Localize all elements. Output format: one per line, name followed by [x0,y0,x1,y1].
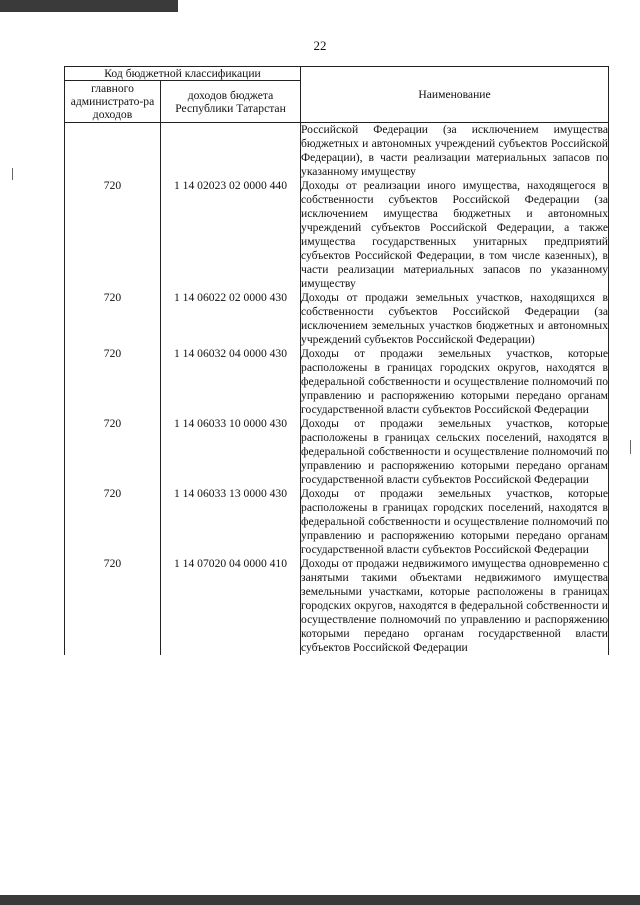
table-row [65,291,609,347]
admin-code [65,123,161,180]
income-name: Доходы от реализации иного имущества, находящегося в собственности субъектов Российской Федерации (за исключением имущества бюджетных и автономных учреждений субъектов Российской Федерации, а также имущества государственных унитарных предприятий субъектов Российской Федерации, в том числе казенных), в части реализации материальных запасов по указанному имуществу [301,179,609,290]
admin-code: 720 [65,557,161,655]
income-code: 1 14 06033 10 0000 430 [161,417,301,487]
admin-code: 720 [65,417,161,487]
income-code: 1 14 06033 13 0000 430 [161,487,301,557]
scan-bottom-bar [0,895,640,905]
scan-mark [12,168,13,180]
income-name: Российской Федерации (за исключением имущества бюджетных и автономных учреждений субъектов Российской Федерации), в части реализации материальных запасов по указанному имуществу [301,123,609,178]
header-name: Наименование [301,67,609,123]
admin-code: 720 [65,179,161,291]
income-code: 1 14 06032 04 0000 430 [161,347,301,417]
admin-code: 720 [65,347,161,417]
scan-top-bar [0,0,178,12]
table-row [65,179,609,291]
header-group-label: Код бюджетной классификации [65,67,301,81]
table-row [65,123,609,180]
income-code: 1 14 06022 02 0000 430 [161,291,301,347]
table-row [65,347,609,417]
table-row [65,557,609,655]
income-name: Доходы от продажи земельных участков, которые расположены в границах городских округов, находятся в федеральной собственности и осуществление полномочий по управлению и распоряжению которыми передано органам государственной власти субъектов Российской Федерации [301,347,609,416]
admin-code: 720 [65,487,161,557]
income-code [161,123,301,180]
scan-mark [630,440,631,454]
income-name: Доходы от продажи недвижимого имущества одновременно с занятыми такими объектами недвижимого имущества земельными участками, которые расположены в границах городских округов, находятся в федеральной собственности и осуществление полномочий по управлению и распоряжению которыми передано органам государственной власти субъектов Российской Федерации [301,557,609,654]
income-code: 1 14 02023 02 0000 440 [161,179,301,291]
income-name: Доходы от продажи земельных участков, которые расположены в границах сельских поселений, находятся в федеральной собственности и осуществление полномочий по управлению и распоряжению которыми передано органам государственной власти субъектов Российской Федерации [301,417,609,486]
admin-code: 720 [65,291,161,347]
income-code: 1 14 07020 04 0000 410 [161,557,301,655]
income-name: Доходы от продажи земельных участков, которые расположены в границах городских поселений, находятся в федеральной собственности и осуществление полномочий по управлению и распоряжению которыми передано органам государственной власти субъектов Российской Федерации [301,487,609,556]
header-income: доходов бюджета Республики Татарстан [161,81,301,123]
table-row [65,487,609,557]
income-name: Доходы от продажи земельных участков, находящихся в собственности субъектов Российской Федерации (за исключением земельных участков бюджетных и автономных учреждений субъектов Российской Федерации) [301,291,609,346]
page-number: 22 [313,38,327,53]
header-admin: главного администрато-ра доходов [65,81,161,123]
table-row [65,417,609,487]
budget-classification-table [64,66,609,655]
